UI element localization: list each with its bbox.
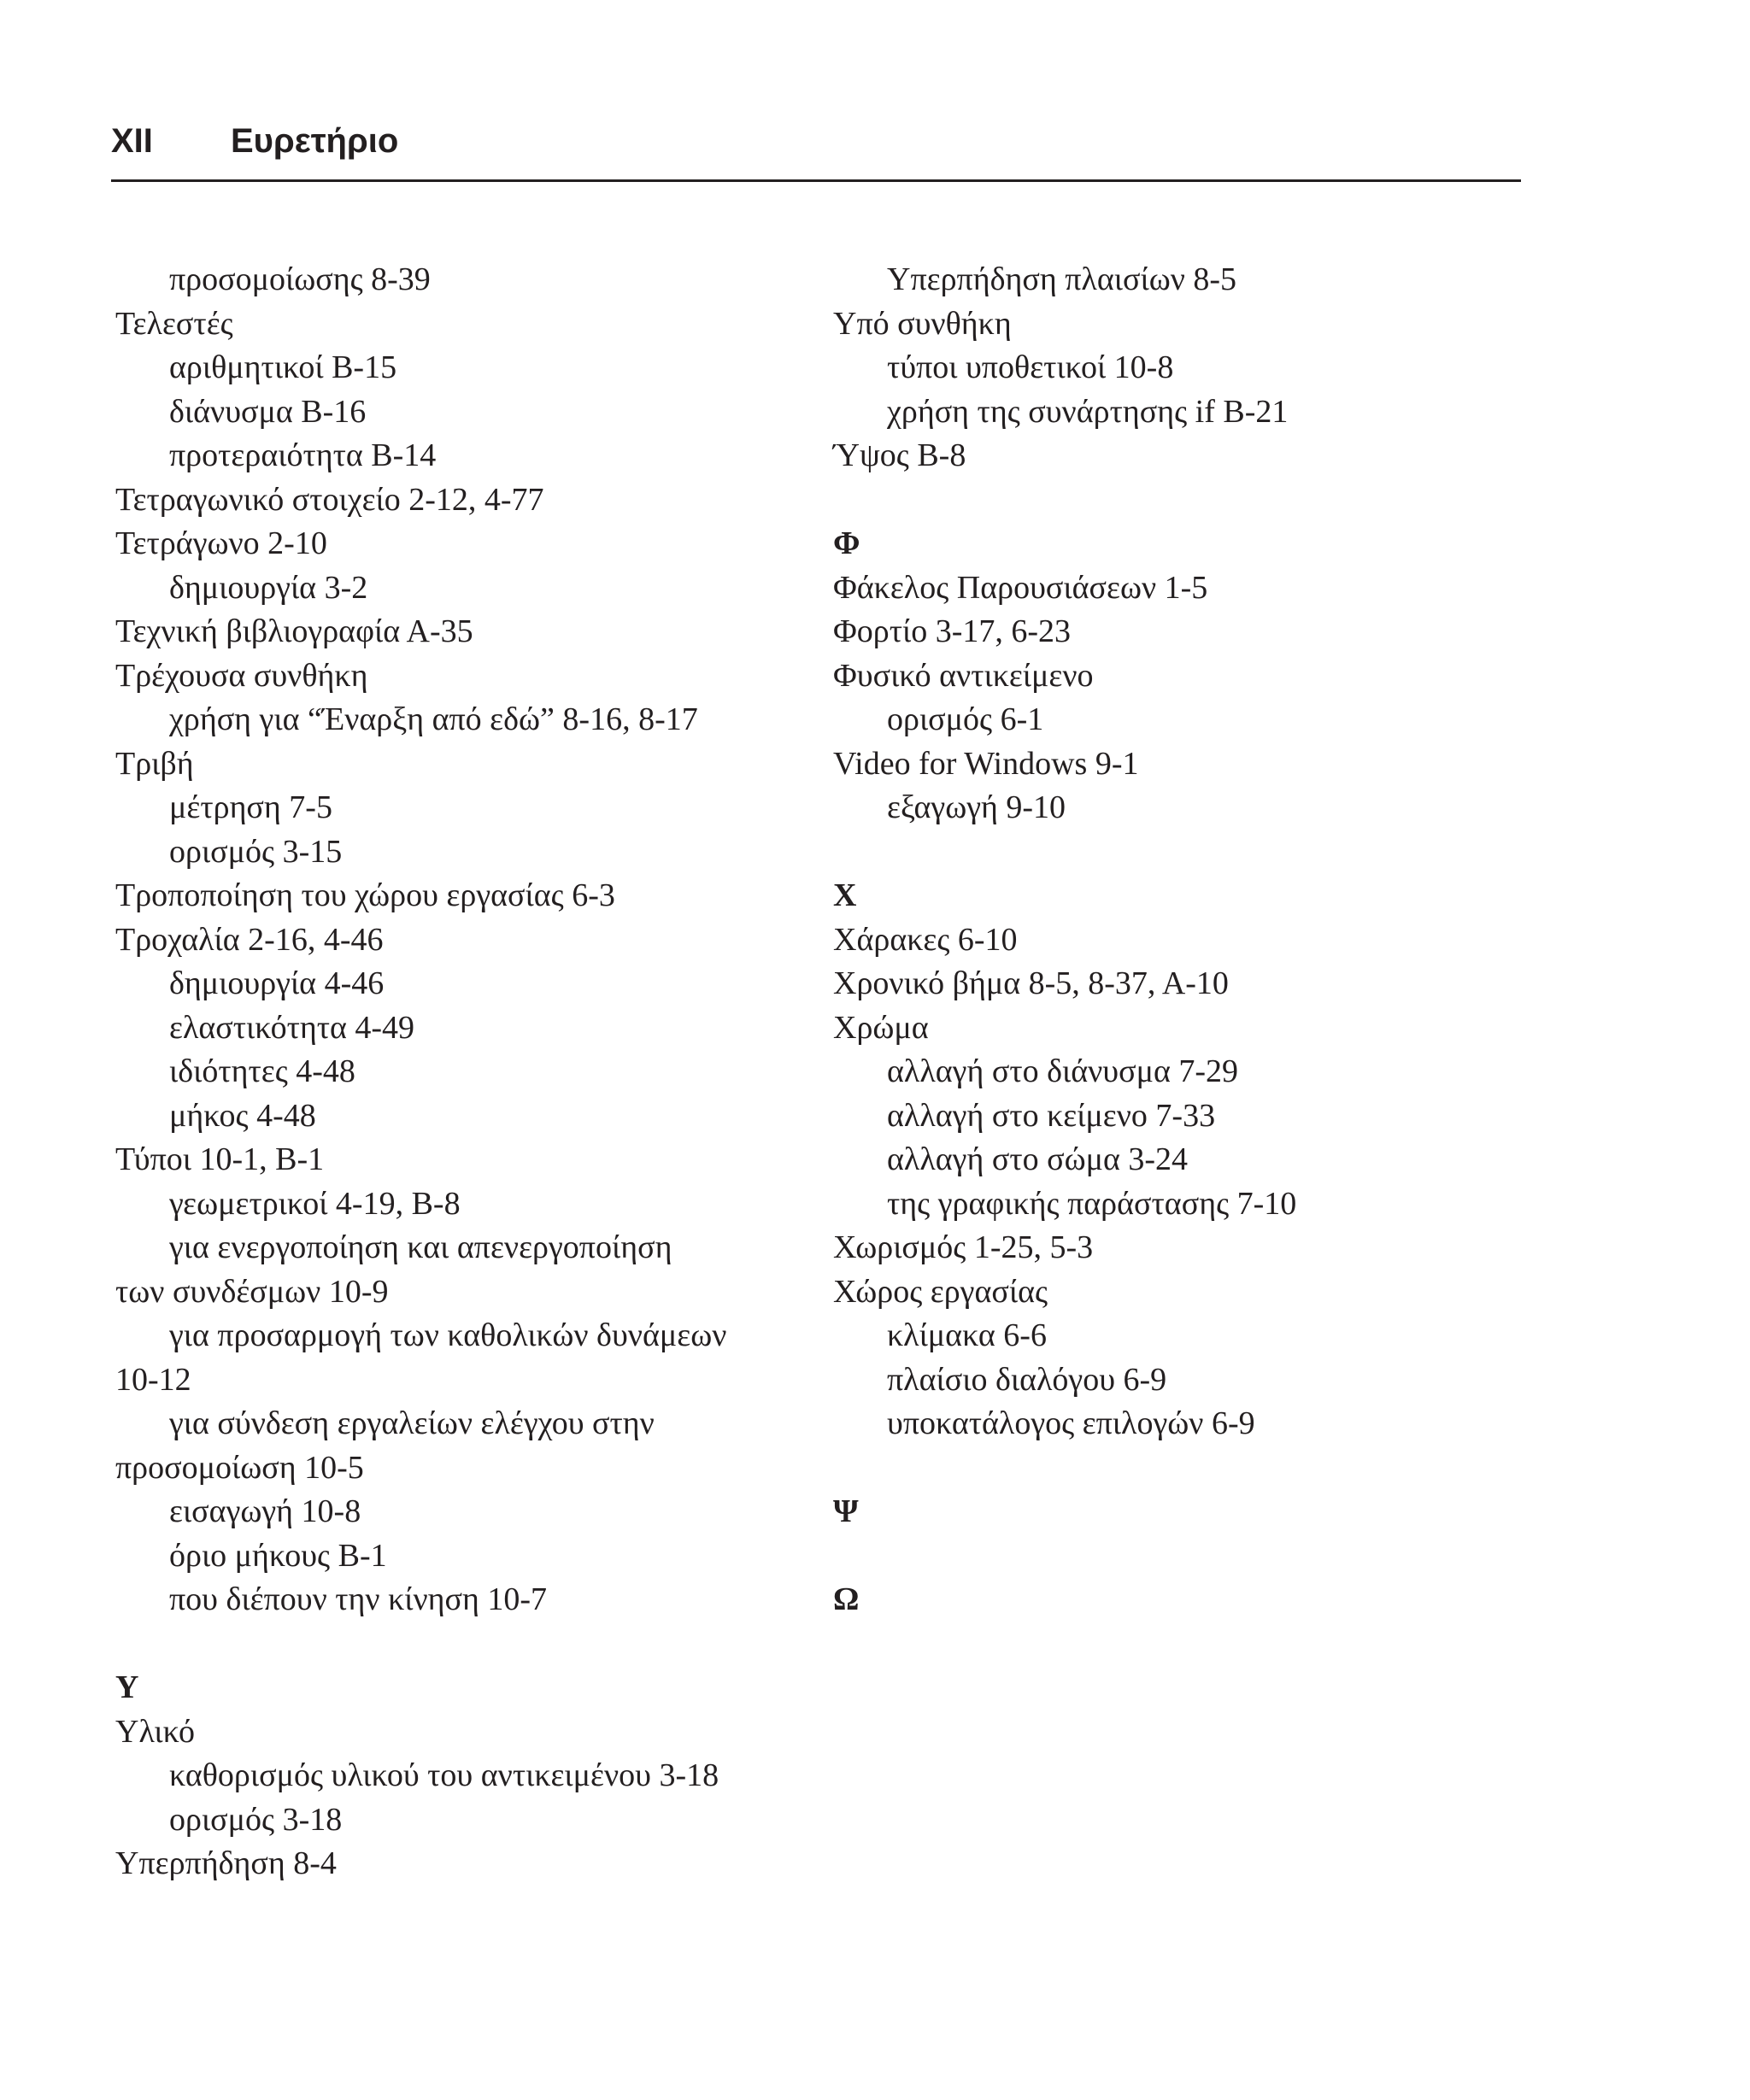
- index-subentry: χρήση της συνάρτησης if Β-21: [887, 393, 1289, 430]
- index-spacer: [833, 830, 1517, 875]
- index-subentry: εισαγωγή 10-8: [169, 1493, 361, 1529]
- index-subentry: ορισμός 6-1: [887, 701, 1044, 737]
- index-entry: Χάρακες 6-10: [833, 921, 1018, 958]
- index-subentry: δημιουργία 3-2: [169, 569, 368, 606]
- page-header: [111, 111, 1521, 179]
- index-entry: 10-12: [115, 1361, 191, 1398]
- index-subentry: Υπερπήδηση πλαισίων 8-5: [887, 261, 1237, 297]
- header-rule: [111, 179, 1521, 182]
- index-subentry: προσομοίωσης 8-39: [169, 261, 431, 297]
- index-entry: Τροποποίηση του χώρου εργασίας 6-3: [115, 877, 615, 913]
- index-subentry: αλλαγή στο σώμα 3-24: [887, 1141, 1189, 1177]
- index-subentry: μήκος 4-48: [169, 1097, 316, 1134]
- index-subentry: προτεραιότητα Β-14: [169, 437, 437, 473]
- index-subentry: για ενεργοποίηση και απενεργοποίηση: [169, 1229, 672, 1265]
- index-entry: Ύψος Β-8: [833, 437, 966, 473]
- index-subentry: αλλαγή στο κείμενο 7-33: [887, 1097, 1216, 1134]
- index-section-letter: Χ: [833, 877, 857, 913]
- index-section-letter: Φ: [833, 525, 860, 561]
- index-subentry: εξαγωγή 9-10: [887, 789, 1066, 825]
- index-subentry: αλλαγή στο διάνυσμα 7-29: [887, 1053, 1239, 1089]
- index-entry: Τεχνική βιβλιογραφία Α-35: [115, 613, 473, 649]
- index-spacer: [833, 1446, 1517, 1491]
- index-entry: Τρέχουσα συνθήκη: [115, 657, 368, 694]
- index-section-letter: Ψ: [833, 1493, 859, 1529]
- index-section-letter: Υ: [115, 1669, 139, 1705]
- index-entry: Χώρος εργασίας: [833, 1273, 1048, 1310]
- index-entry: Χρονικό βήμα 8-5, 8-37, Α-10: [833, 965, 1229, 1001]
- index-subentry: καθορισμός υλικού του αντικειμένου 3-18: [169, 1757, 719, 1793]
- index-subentry: χρήση για “Έναρξη από εδώ” 8-16, 8-17: [169, 701, 698, 737]
- index-entry: Τροχαλία 2-16, 4-46: [115, 921, 384, 958]
- index-entry: Υλικό: [115, 1713, 195, 1750]
- index-subentry: ορισμός 3-18: [169, 1801, 343, 1838]
- index-subentry: αριθμητικοί Β-15: [169, 349, 397, 385]
- index-subentry: για σύνδεση εργαλείων ελέγχου στην: [169, 1405, 655, 1441]
- index-entry: Τύποι 10-1, Β-1: [115, 1141, 325, 1177]
- page-title: Ευρετήριο: [231, 122, 399, 160]
- index-entry: Τελεστές: [115, 305, 233, 342]
- index-subentry: γεωμετρικοί 4-19, Β-8: [169, 1185, 461, 1222]
- index-entry: Χρώμα: [833, 1009, 929, 1046]
- index-subentry: τύποι υποθετικοί 10-8: [887, 349, 1174, 385]
- index-section-letter: Ω: [833, 1581, 860, 1617]
- index-entry: Video for Windows 9-1: [833, 745, 1139, 782]
- index-spacer: [833, 1534, 1517, 1579]
- index-subentry: για προσαρμογή των καθολικών δυνάμεων: [169, 1317, 727, 1353]
- index-subentry: όριο μήκους Β-1: [169, 1537, 387, 1574]
- index-entry: Φορτίο 3-17, 6-23: [833, 613, 1072, 649]
- index-subentry: πλαίσιο διαλόγου 6-9: [887, 1361, 1167, 1398]
- index-subentry: κλίμακα 6-6: [887, 1317, 1047, 1353]
- index-subentry: που διέπουν την κίνηση 10-7: [169, 1581, 548, 1617]
- index-subentry: της γραφικής παράστασης 7-10: [887, 1185, 1297, 1222]
- index-spacer: [115, 1622, 799, 1667]
- index-subentry: δημιουργία 4-46: [169, 965, 385, 1001]
- index-entry: Τετράγωνο 2-10: [115, 525, 327, 561]
- index-subentry: μέτρηση 7-5: [169, 789, 332, 825]
- index-subentry: ορισμός 3-15: [169, 833, 343, 870]
- index-column-left: [115, 258, 799, 1886]
- index-subentry: ελαστικότητα 4-49: [169, 1009, 415, 1046]
- index-entry: Τριβή: [115, 745, 194, 782]
- index-entry: Φυσικό αντικείμενο: [833, 657, 1094, 694]
- index-column-right: [833, 258, 1517, 1622]
- index-subentry: υποκατάλογος επιλογών 6-9: [887, 1405, 1255, 1441]
- index-entry: Χωρισμός 1-25, 5-3: [833, 1229, 1094, 1265]
- page-number: XII: [111, 122, 153, 160]
- index-subentry: ιδιότητες 4-48: [169, 1053, 355, 1089]
- index-entry: Υπερπήδηση 8-4: [115, 1845, 337, 1881]
- index-entry: Υπό συνθήκη: [833, 305, 1012, 342]
- index-subentry: διάνυσμα Β-16: [169, 393, 367, 430]
- index-spacer: [833, 478, 1517, 523]
- index-entry: των συνδέσμων 10-9: [115, 1273, 389, 1310]
- index-entry: Τετραγωνικό στοιχείο 2-12, 4-77: [115, 481, 544, 518]
- index-entry: προσομοίωση 10-5: [115, 1449, 364, 1486]
- index-entry: Φάκελος Παρουσιάσεων 1-5: [833, 569, 1208, 606]
